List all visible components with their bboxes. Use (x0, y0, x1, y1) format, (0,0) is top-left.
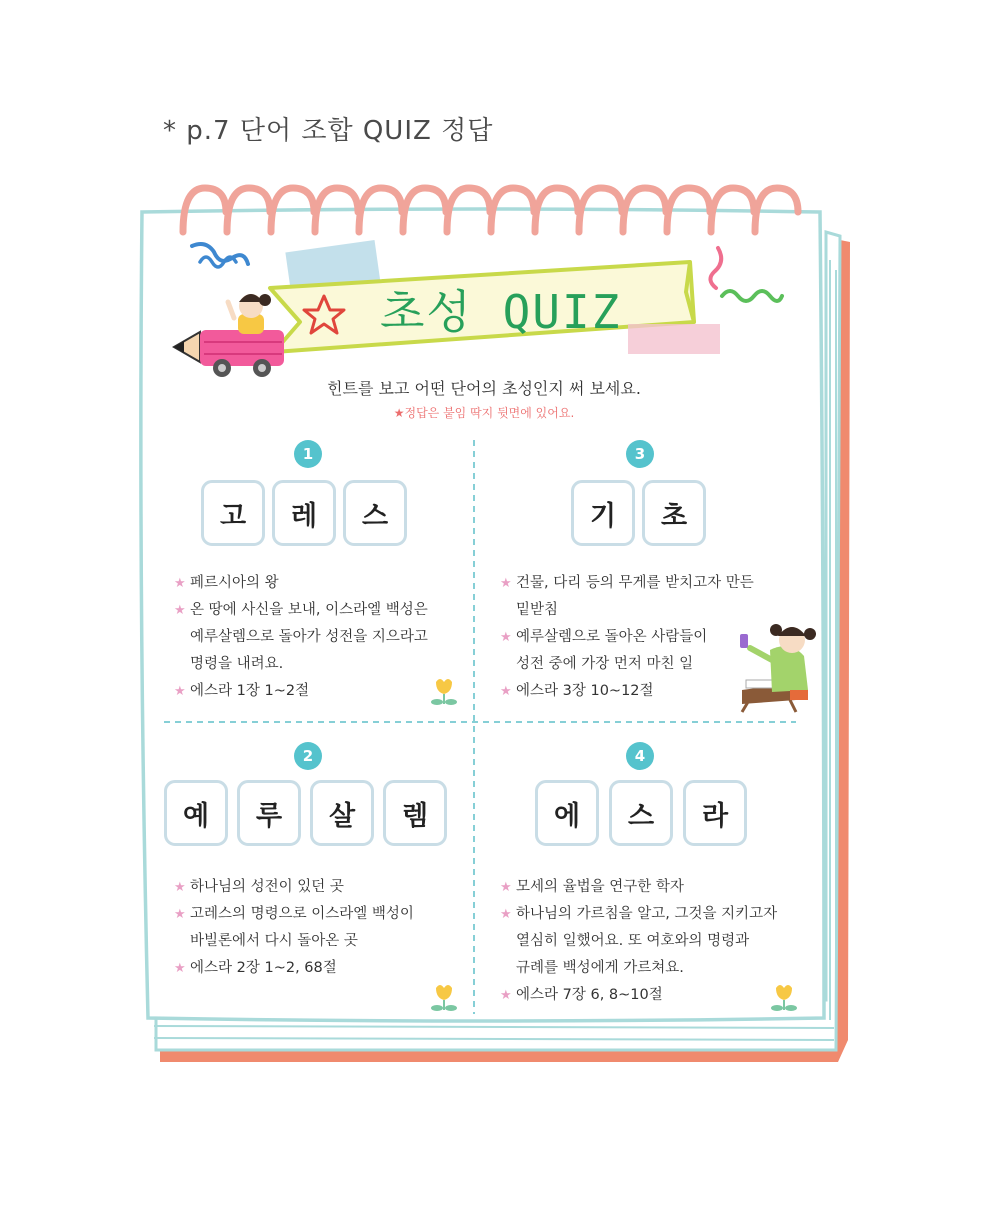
hint-line: 바빌론에서 다시 돌아온 곳 (190, 933, 358, 949)
answer-tiles-2 (164, 780, 447, 846)
hint-item (500, 570, 754, 624)
star-icon: ★ (174, 603, 186, 618)
hint-item (500, 678, 754, 705)
hint-list-4 (500, 874, 777, 1009)
letter-tile: 루 (237, 780, 301, 846)
hint-line: 명령을 내려요. (190, 656, 284, 672)
star-icon: ★ (174, 684, 186, 699)
letter-tile: 기 (571, 480, 635, 546)
hint-line: 에스라 3장 10~12절 (516, 683, 654, 699)
star-icon: ★ (174, 961, 186, 976)
hint-item (500, 624, 754, 678)
hint-line: 에스라 7장 6, 8~10절 (516, 987, 663, 1003)
hint-line: 페르시아의 왕 (190, 575, 279, 591)
star-icon: ★ (500, 988, 512, 1003)
quiz-title: 초성 QUIZ (380, 285, 622, 339)
star-icon: ★ (393, 406, 405, 420)
tape-right (628, 324, 720, 354)
star-icon: ★ (174, 907, 186, 922)
hint-list-1 (174, 570, 428, 705)
page-title: * p.7 단어 조합 QUIZ 정답 (163, 116, 494, 146)
quiz-number-2: 2 (294, 742, 322, 770)
hint-line: 예루살렘으로 돌아가 성전을 지으라고 (190, 629, 428, 645)
star-icon: ★ (500, 880, 512, 895)
star-icon: ★ (174, 880, 186, 895)
hint-list-3 (500, 570, 754, 705)
star-icon: ★ (500, 907, 512, 922)
hint-line: 하나님의 성전이 있던 곳 (190, 879, 344, 895)
hint-item (174, 955, 414, 982)
letter-tile: 레 (272, 480, 336, 546)
hint-item (174, 597, 428, 678)
quiz-number-3: 3 (626, 440, 654, 468)
hint-line: 모세의 율법을 연구한 학자 (516, 879, 684, 895)
letter-tile: 초 (642, 480, 706, 546)
hint-item (174, 570, 428, 597)
hint-line: 열심히 일했어요. 또 여호와의 명령과 (516, 933, 750, 949)
star-icon: ★ (500, 630, 512, 645)
hint-line: 온 땅에 사신을 보내, 이스라엘 백성은 (190, 602, 428, 618)
letter-tile: 살 (310, 780, 374, 846)
hint-item (174, 901, 414, 955)
star-icon: ★ (174, 576, 186, 591)
letter-tile: 에 (535, 780, 599, 846)
letter-tile: 스 (343, 480, 407, 546)
hint-item (500, 901, 777, 982)
answer-tiles-4 (535, 780, 747, 846)
hint-line: 밑받침 (516, 602, 559, 618)
hint-line: 고레스의 명령으로 이스라엘 백성이 (190, 906, 414, 922)
letter-tile: 고 (201, 480, 265, 546)
answer-note (0, 404, 968, 421)
letter-tile: 렘 (383, 780, 447, 846)
letter-tile: 예 (164, 780, 228, 846)
hint-line: 건물, 다리 등의 무게를 받치고자 만든 (516, 575, 754, 591)
letter-tile: 스 (609, 780, 673, 846)
star-icon: ★ (500, 684, 512, 699)
answer-tiles-3 (571, 480, 706, 546)
hint-line: 성전 중에 가장 먼저 마친 일 (516, 656, 694, 672)
hint-line: 규례를 백성에게 가르쳐요. (516, 960, 684, 976)
star-icon: ★ (500, 576, 512, 591)
hint-item (500, 874, 777, 901)
letter-tile: 라 (683, 780, 747, 846)
answer-note-text: 정답은 붙임 딱지 뒷면에 있어요. (404, 406, 575, 420)
hint-line: 에스라 2장 1~2, 68절 (190, 960, 337, 976)
hint-item (174, 678, 428, 705)
hint-line: 예루살렘으로 돌아온 사람들이 (516, 629, 708, 645)
quiz-number-1: 1 (294, 440, 322, 468)
hint-item (174, 874, 414, 901)
hint-list-2 (174, 874, 414, 982)
instruction-text: 힌트를 보고 어떤 단어의 초성인지 써 보세요. (327, 379, 641, 398)
hint-line: 하나님의 가르침을 알고, 그것을 지키고자 (516, 906, 778, 922)
answer-tiles-1 (201, 480, 407, 546)
hint-item (500, 982, 777, 1009)
hint-line: 에스라 1장 1~2절 (190, 683, 310, 699)
quiz-number-4: 4 (626, 742, 654, 770)
